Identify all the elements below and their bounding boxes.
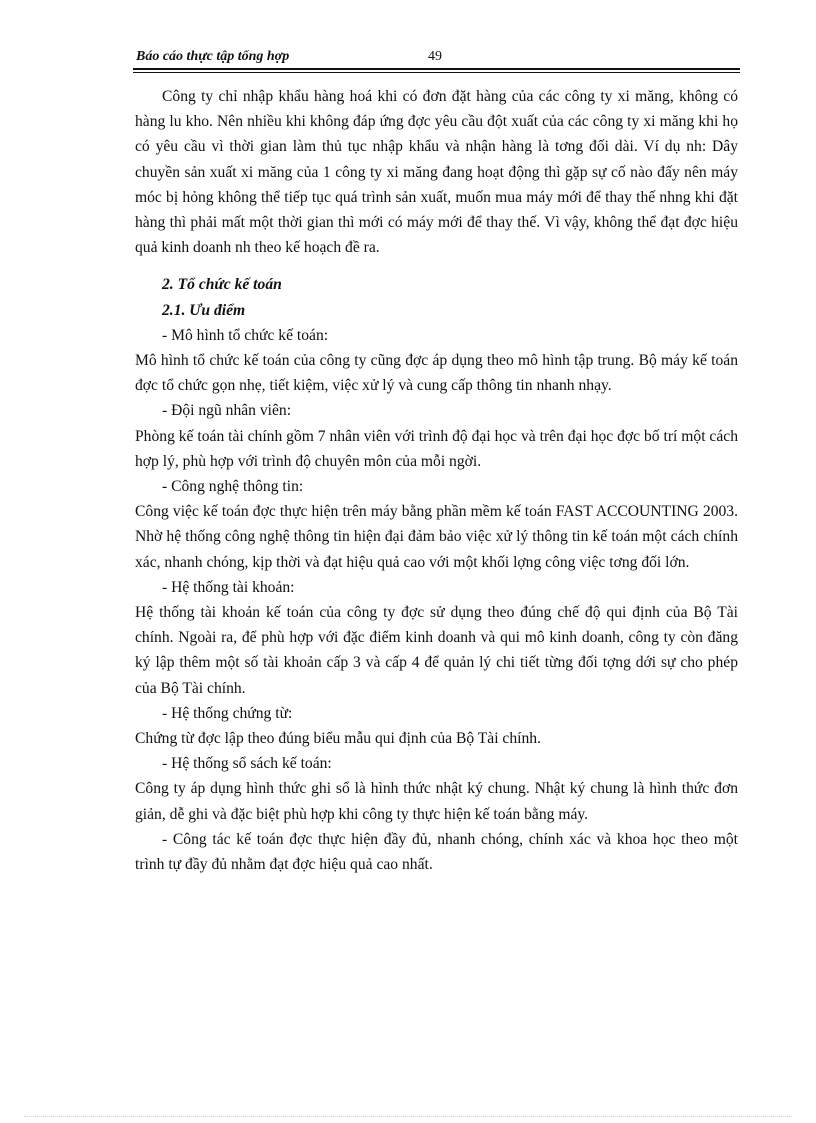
closing-paragraph: - Công tác kế toán đợc thực hiện đầy đủ, nhanh chóng, chính xác và khoa học theo một trình tự đầy đủ nhằm đạt đợc hiệu quả cao nhất. [135, 830, 738, 874]
header-rule-thin [133, 72, 740, 73]
item-label-account-system: - Hệ thống tài khoản: [162, 578, 295, 596]
header-title: Báo cáo thực tập tổng hợp [136, 49, 290, 64]
section-heading: 2. Tổ chức kế toán [162, 276, 282, 294]
header-rule-thick [133, 68, 740, 70]
item-label-bookkeeping-system: - Hệ thống sổ sách kế toán: [162, 755, 332, 773]
item-text-bookkeeping-system: Công ty áp dụng hình thức ghi sổ là hình thức nhật ký chung. Nhật ký chung là hình thức đơn giản, dễ ghi và đặc biệt phù hợp khi công ty thực hiện kế toán bằng máy. [135, 780, 738, 823]
intro-paragraph: Công ty chỉ nhập khẩu hàng hoá khi có đơn đặt hàng của các công ty xi măng, không có hàng lu kho. Nên nhiều khi không đáp ứng đợc yêu cầu đột xuất của các công ty xi măng khi họ có yêu cầu vì thời gian làm thủ tục nhập khẩu và nhận hàng là tơng đối dài. Ví dụ nh: Dây chuyền sản xuất xi măng của 1 công ty xi măng đang hoạt động thì gặp sự cố nào đấy nên máy móc bị hỏng không thể tiếp tục quá trình sản xuất, muốn mua máy mới để thay thế nhng khi đặt hàng thì phải mất một thời gian thì mới có máy mới để thay thế. Vì vậy, không thể đạt đợc hiệu quả kinh doanh nh theo kế hoạch đề ra. [135, 88, 738, 257]
item-label-voucher-system: - Hệ thống chứng từ: [162, 704, 293, 722]
item-text-accounting-model: Mô hình tổ chức kế toán của công ty cũng đợc áp dụng theo mô hình tập trung. Bộ máy kế toán đợc tổ chức gọn nhẹ, tiết kiệm, việc xử lý và cung cấp thông tin nhanh nhạy. [135, 352, 738, 395]
item-text-staff: Phòng kế toán tài chính gồm 7 nhân viên với trình độ đại học và trên đại học đợc bố trí một cách hợp lý, phù hợp với trình độ chuyên môn của mỗi ngời. [135, 427, 738, 470]
item-text-voucher-system: Chứng từ đợc lập theo đúng biểu mẫu qui định của Bộ Tài chính. [135, 730, 541, 748]
item-label-staff: - Đội ngũ nhân viên: [162, 402, 292, 420]
item-label-accounting-model: - Mô hình tổ chức kế toán: [162, 326, 329, 344]
item-text-account-system: Hệ thống tài khoản kế toán của công ty đợc sử dụng theo đúng chế độ qui định của Bộ Tài chính. Ngoài ra, để phù hợp với đặc điểm kinh doanh và qui mô kinh doanh, công ty còn đăng ký lập thêm một số tài khoản cấp 3 và cấp 4 để quản lý chi tiết từng đối tợng dới sự cho phép của Bộ Tài chính. [135, 604, 738, 697]
footer-dotted-line [24, 1116, 792, 1117]
item-label-information-technology: - Công nghệ thông tin: [162, 478, 304, 496]
page-body [135, 84, 738, 877]
item-text-information-technology: Công việc kế toán đợc thực hiện trên máy bằng phần mềm kế toán FAST ACCOUNTING 2003. Nhờ hệ thống công nghệ thông tin hiện đại đảm bảo việc xử lý thông tin kế toán một cách chính xác, nhanh chóng, kịp thời và đạt hiệu quả cao với một khối lợng công việc tơng đối lớn. [135, 503, 738, 571]
section-gap [135, 260, 738, 272]
page-number: 49 [428, 49, 442, 64]
subsection-heading: 2.1. Ưu điểm [162, 301, 246, 319]
